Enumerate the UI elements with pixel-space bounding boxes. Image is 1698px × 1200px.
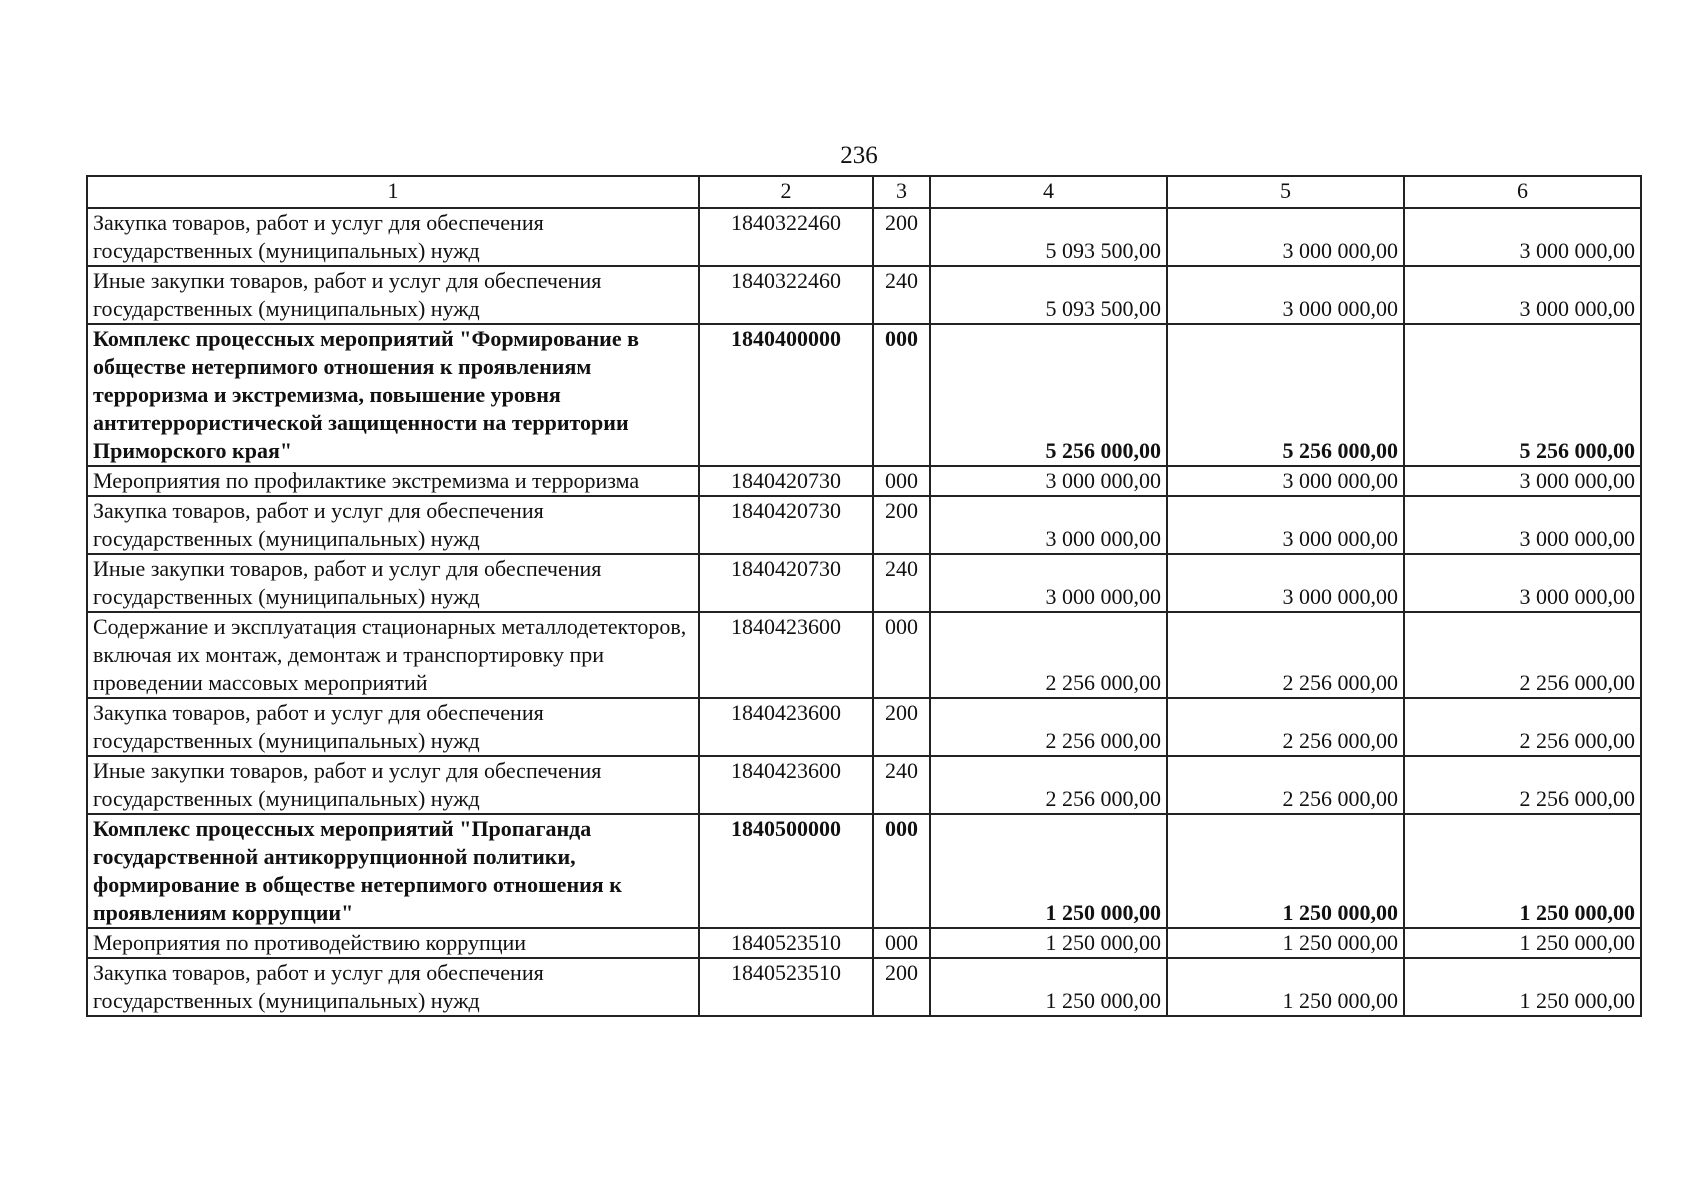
table-body [87, 208, 1641, 1016]
amount-col6-cell: 3 000 000,00 [1404, 266, 1641, 324]
target-code-cell: 1840420730 [699, 496, 873, 554]
amount-col4-cell: 2 256 000,00 [930, 612, 1167, 698]
item-name-cell: Иные закупки товаров, работ и услуг для обеспечения государственных (муниципальных) нужд [87, 554, 699, 612]
target-code-cell: 1840423600 [699, 698, 873, 756]
budget-table [86, 175, 1642, 1017]
table-row [87, 466, 1641, 496]
target-code-cell: 1840322460 [699, 208, 873, 266]
expense-type-cell: 240 [873, 756, 930, 814]
amount-col5-cell: 1 250 000,00 [1167, 958, 1404, 1016]
column-header: 4 [930, 176, 1167, 208]
amount-col6-cell: 3 000 000,00 [1404, 208, 1641, 266]
amount-col5-cell: 2 256 000,00 [1167, 612, 1404, 698]
item-name-cell: Мероприятия по противодействию коррупции [87, 928, 699, 958]
amount-col5-cell: 1 250 000,00 [1167, 928, 1404, 958]
table-row [87, 814, 1641, 928]
expense-type-cell: 000 [873, 466, 930, 496]
amount-col4-cell: 3 000 000,00 [930, 554, 1167, 612]
amount-col6-cell: 2 256 000,00 [1404, 756, 1641, 814]
item-name-cell: Закупка товаров, работ и услуг для обеспечения государственных (муниципальных) нужд [87, 958, 699, 1016]
target-code-cell: 1840420730 [699, 466, 873, 496]
column-header: 1 [87, 176, 699, 208]
target-code-cell: 1840420730 [699, 554, 873, 612]
amount-col4-cell: 1 250 000,00 [930, 928, 1167, 958]
amount-col5-cell: 3 000 000,00 [1167, 208, 1404, 266]
amount-col6-cell: 5 256 000,00 [1404, 324, 1641, 466]
amount-col4-cell: 1 250 000,00 [930, 958, 1167, 1016]
target-code-cell: 1840423600 [699, 612, 873, 698]
item-name-cell: Комплекс процессных мероприятий "Пропаганда государственной антикоррупционной политики, формирование в обществе нетерпимого отношения к проявлениям коррупции" [87, 814, 699, 928]
amount-col4-cell: 5 093 500,00 [930, 266, 1167, 324]
expense-type-cell: 200 [873, 208, 930, 266]
table-row [87, 698, 1641, 756]
expense-type-cell: 240 [873, 266, 930, 324]
target-code-cell: 1840322460 [699, 266, 873, 324]
target-code-cell: 1840523510 [699, 928, 873, 958]
amount-col5-cell: 3 000 000,00 [1167, 496, 1404, 554]
amount-col4-cell: 3 000 000,00 [930, 466, 1167, 496]
expense-type-cell: 000 [873, 612, 930, 698]
amount-col6-cell: 3 000 000,00 [1404, 466, 1641, 496]
column-header: 3 [873, 176, 930, 208]
column-header: 5 [1167, 176, 1404, 208]
page-number: 236 [840, 142, 878, 169]
table-row [87, 928, 1641, 958]
expense-type-cell: 240 [873, 554, 930, 612]
table-row [87, 208, 1641, 266]
amount-col6-cell: 2 256 000,00 [1404, 698, 1641, 756]
item-name-cell: Комплекс процессных мероприятий "Формирование в обществе нетерпимого отношения к проявлениям терроризма и экстремизма, повышение уровня антитеррористической защищенности на территории Приморского края" [87, 324, 699, 466]
item-name-cell: Закупка товаров, работ и услуг для обеспечения государственных (муниципальных) нужд [87, 496, 699, 554]
amount-col6-cell: 3 000 000,00 [1404, 554, 1641, 612]
amount-col6-cell: 3 000 000,00 [1404, 496, 1641, 554]
item-name-cell: Закупка товаров, работ и услуг для обеспечения государственных (муниципальных) нужд [87, 208, 699, 266]
item-name-cell: Закупка товаров, работ и услуг для обеспечения государственных (муниципальных) нужд [87, 698, 699, 756]
amount-col5-cell: 3 000 000,00 [1167, 266, 1404, 324]
table-row [87, 958, 1641, 1016]
item-name-cell: Содержание и эксплуатация стационарных металлодетекторов, включая их монтаж, демонтаж и транспортировку при проведении массовых мероприятий [87, 612, 699, 698]
expense-type-cell: 000 [873, 928, 930, 958]
target-code-cell: 1840523510 [699, 958, 873, 1016]
item-name-cell: Иные закупки товаров, работ и услуг для обеспечения государственных (муниципальных) нужд [87, 756, 699, 814]
column-header: 6 [1404, 176, 1641, 208]
amount-col4-cell: 2 256 000,00 [930, 756, 1167, 814]
amount-col5-cell: 5 256 000,00 [1167, 324, 1404, 466]
table-row [87, 612, 1641, 698]
amount-col5-cell: 3 000 000,00 [1167, 466, 1404, 496]
expense-type-cell: 000 [873, 324, 930, 466]
amount-col4-cell: 5 256 000,00 [930, 324, 1167, 466]
expense-type-cell: 200 [873, 698, 930, 756]
table-row [87, 756, 1641, 814]
target-code-cell: 1840500000 [699, 814, 873, 928]
amount-col4-cell: 3 000 000,00 [930, 496, 1167, 554]
table-row [87, 496, 1641, 554]
amount-col6-cell: 1 250 000,00 [1404, 928, 1641, 958]
table-row [87, 266, 1641, 324]
table-row [87, 554, 1641, 612]
amount-col6-cell: 1 250 000,00 [1404, 814, 1641, 928]
item-name-cell: Мероприятия по профилактике экстремизма и терроризма [87, 466, 699, 496]
item-name-cell: Иные закупки товаров, работ и услуг для обеспечения государственных (муниципальных) нужд [87, 266, 699, 324]
amount-col4-cell: 5 093 500,00 [930, 208, 1167, 266]
header-row [87, 176, 1641, 208]
amount-col6-cell: 1 250 000,00 [1404, 958, 1641, 1016]
amount-col5-cell: 1 250 000,00 [1167, 814, 1404, 928]
table-row [87, 324, 1641, 466]
amount-col6-cell: 2 256 000,00 [1404, 612, 1641, 698]
target-code-cell: 1840423600 [699, 756, 873, 814]
amount-col5-cell: 2 256 000,00 [1167, 698, 1404, 756]
expense-type-cell: 200 [873, 958, 930, 1016]
expense-type-cell: 200 [873, 496, 930, 554]
amount-col5-cell: 2 256 000,00 [1167, 756, 1404, 814]
amount-col5-cell: 3 000 000,00 [1167, 554, 1404, 612]
column-header: 2 [699, 176, 873, 208]
amount-col4-cell: 2 256 000,00 [930, 698, 1167, 756]
expense-type-cell: 000 [873, 814, 930, 928]
amount-col4-cell: 1 250 000,00 [930, 814, 1167, 928]
target-code-cell: 1840400000 [699, 324, 873, 466]
